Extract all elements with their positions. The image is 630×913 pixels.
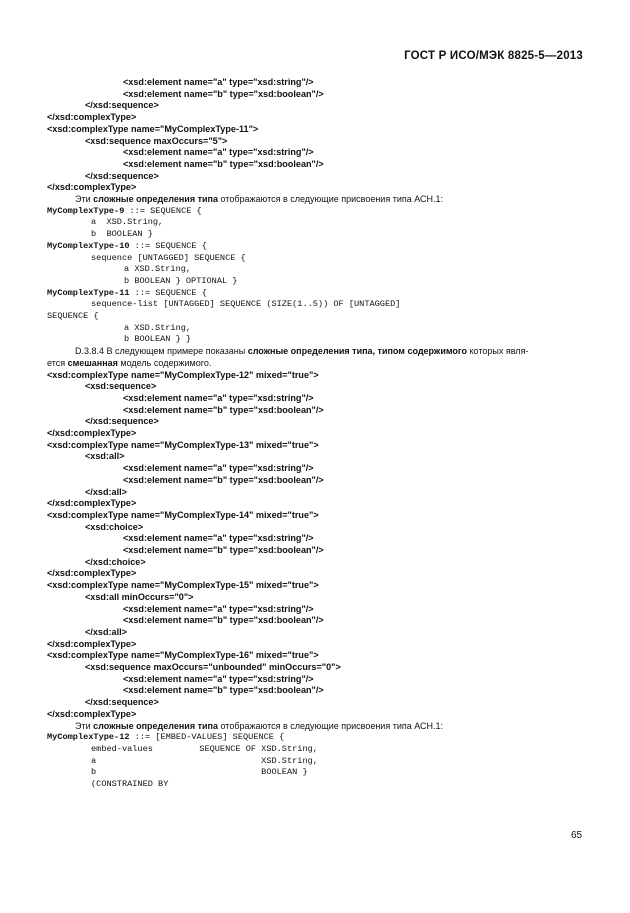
xsd-line: </xsd:complexType> bbox=[47, 638, 137, 649]
xsd-line: </xsd:complexType> bbox=[47, 708, 137, 719]
asn-line bbox=[47, 732, 284, 743]
bold-term: сложные определения типа, типом содержимого bbox=[247, 346, 468, 357]
xsd-line: <xsd:complexType name="MyComplexType-11"> bbox=[47, 123, 259, 134]
xsd-line: <xsd:sequence maxOccurs="5"> bbox=[85, 135, 228, 146]
text-run: ется bbox=[47, 357, 68, 368]
xsd-line: <xsd:element name="b" type="xsd:boolean"/> bbox=[123, 615, 324, 626]
bold-term: сложные определения типа bbox=[93, 194, 218, 204]
code-run: ::= SEQUENCE { bbox=[129, 287, 207, 298]
type-name: MyComplexType-12 bbox=[47, 732, 130, 743]
asn-line: a XSD.String, bbox=[91, 217, 164, 228]
code-run: ::= [EMBED-VALUES] SEQUENCE { bbox=[129, 732, 285, 743]
xsd-line: <xsd:sequence> bbox=[85, 381, 157, 392]
text-run: Эти bbox=[75, 720, 94, 731]
bold-term: смешанная bbox=[67, 357, 118, 368]
xsd-line: <xsd:complexType name="MyComplexType-14" mixed="true"> bbox=[47, 509, 319, 520]
text-run: модель содержимого. bbox=[117, 357, 212, 368]
xsd-line: </xsd:complexType> bbox=[47, 498, 137, 509]
asn-line bbox=[47, 288, 207, 299]
xsd-line: </xsd:sequence> bbox=[85, 170, 159, 181]
asn-line: a XSD.String, bbox=[91, 755, 318, 766]
asn-line bbox=[47, 206, 202, 217]
type-name: MyComplexType-10 bbox=[47, 240, 130, 251]
bold-term: сложные определения типа bbox=[93, 720, 218, 731]
xsd-line: <xsd:sequence maxOccurs="unbounded" minOccurs="0"> bbox=[85, 662, 341, 672]
page-header: ГОСТ Р ИСО/МЭК 8825-5—2013 bbox=[404, 50, 583, 62]
text-run: которых явля- bbox=[467, 346, 529, 357]
xsd-line: <xsd:element name="a" type="xsd:string"/> bbox=[123, 603, 314, 614]
xsd-line: </xsd:complexType> bbox=[47, 428, 137, 438]
xsd-line: <xsd:all> bbox=[85, 451, 125, 462]
xsd-line: <xsd:element name="b" type="xsd:boolean"/> bbox=[123, 685, 324, 696]
paragraph-text bbox=[75, 194, 443, 205]
xsd-line: <xsd:element name="a" type="xsd:string"/> bbox=[123, 533, 314, 544]
xsd-line: </xsd:choice> bbox=[85, 556, 146, 567]
paragraph-text bbox=[75, 721, 443, 732]
asn-line: sequence [UNTAGGED] SEQUENCE { bbox=[91, 252, 246, 263]
text-run: отображаются в следующие присвоения типа АСН.1: bbox=[217, 720, 444, 731]
asn-line: b BOOLEAN } OPTIONAL } bbox=[124, 275, 238, 286]
xsd-line: <xsd:element name="a" type="xsd:string"/> bbox=[123, 463, 314, 474]
code-run: ::= SEQUENCE { bbox=[129, 240, 207, 251]
text-run: D.3.8.4 В следующем примере показаны bbox=[75, 346, 248, 357]
xsd-line: <xsd:element name="a" type="xsd:string"/> bbox=[123, 392, 314, 403]
text-run: Эти bbox=[75, 194, 94, 204]
asn-line: (CONSTRAINED BY bbox=[91, 779, 169, 789]
type-name: MyComplexType-9 bbox=[47, 205, 125, 216]
xsd-line: <xsd:element name="a" type="xsd:string"/> bbox=[123, 147, 314, 158]
xsd-line: <xsd:element name="b" type="xsd:boolean"/> bbox=[123, 474, 324, 485]
asn-line bbox=[47, 241, 207, 252]
xsd-line: <xsd:element name="b" type="xsd:boolean"/> bbox=[123, 158, 324, 169]
xsd-line: </xsd:sequence> bbox=[85, 100, 159, 111]
code-run: ::= SEQUENCE { bbox=[124, 205, 202, 216]
xsd-line: </xsd:all> bbox=[85, 486, 127, 497]
xsd-line: <xsd:complexType name="MyComplexType-13" mixed="true"> bbox=[47, 439, 319, 450]
asn-line: a XSD.String, bbox=[124, 264, 192, 275]
xsd-line: <xsd:complexType name="MyComplexType-12" mixed="true"> bbox=[47, 369, 319, 380]
xsd-line: </xsd:complexType> bbox=[47, 568, 137, 579]
asn-line: SEQUENCE { bbox=[47, 311, 99, 321]
xsd-line: <xsd:element name="b" type="xsd:boolean"/> bbox=[123, 88, 324, 99]
xsd-line: <xsd:element name="a" type="xsd:string"/> bbox=[123, 77, 314, 87]
type-name: MyComplexType-11 bbox=[47, 287, 130, 298]
page-number: 65 bbox=[571, 830, 583, 841]
xsd-line: </xsd:complexType> bbox=[47, 182, 137, 193]
xsd-line: <xsd:element name="b" type="xsd:boolean"/> bbox=[123, 404, 324, 415]
xsd-line: </xsd:complexType> bbox=[47, 112, 137, 123]
xsd-line: <xsd:all minOccurs="0"> bbox=[85, 591, 194, 602]
paragraph-text bbox=[47, 358, 211, 369]
paragraph-text bbox=[75, 346, 528, 357]
xsd-line: <xsd:element name="a" type="xsd:string"/> bbox=[123, 673, 314, 684]
xsd-line: </xsd:sequence> bbox=[85, 416, 159, 427]
asn-line: sequence-list [UNTAGGED] SEQUENCE (SIZE(1..5)) OF [UNTAGGED] bbox=[91, 299, 401, 310]
xsd-line: </xsd:sequence> bbox=[85, 697, 159, 708]
asn-line: embed-values SEQUENCE OF XSD.String, bbox=[91, 743, 318, 754]
xsd-line: <xsd:complexType name="MyComplexType-16" mixed="true"> bbox=[47, 650, 319, 661]
asn-line: b BOOLEAN } bbox=[91, 229, 153, 240]
asn-line: a XSD.String, bbox=[124, 322, 192, 333]
asn-line: b BOOLEAN } } bbox=[124, 334, 192, 345]
asn-line: b BOOLEAN } bbox=[91, 767, 308, 778]
xsd-line: </xsd:all> bbox=[85, 626, 127, 637]
xsd-line: <xsd:choice> bbox=[85, 521, 144, 532]
xsd-line: <xsd:element name="b" type="xsd:boolean"/> bbox=[123, 545, 324, 555]
xsd-line: <xsd:complexType name="MyComplexType-15" mixed="true"> bbox=[47, 580, 319, 591]
text-run: отображаются в следующие присвоения типа АСН.1: bbox=[217, 194, 444, 204]
